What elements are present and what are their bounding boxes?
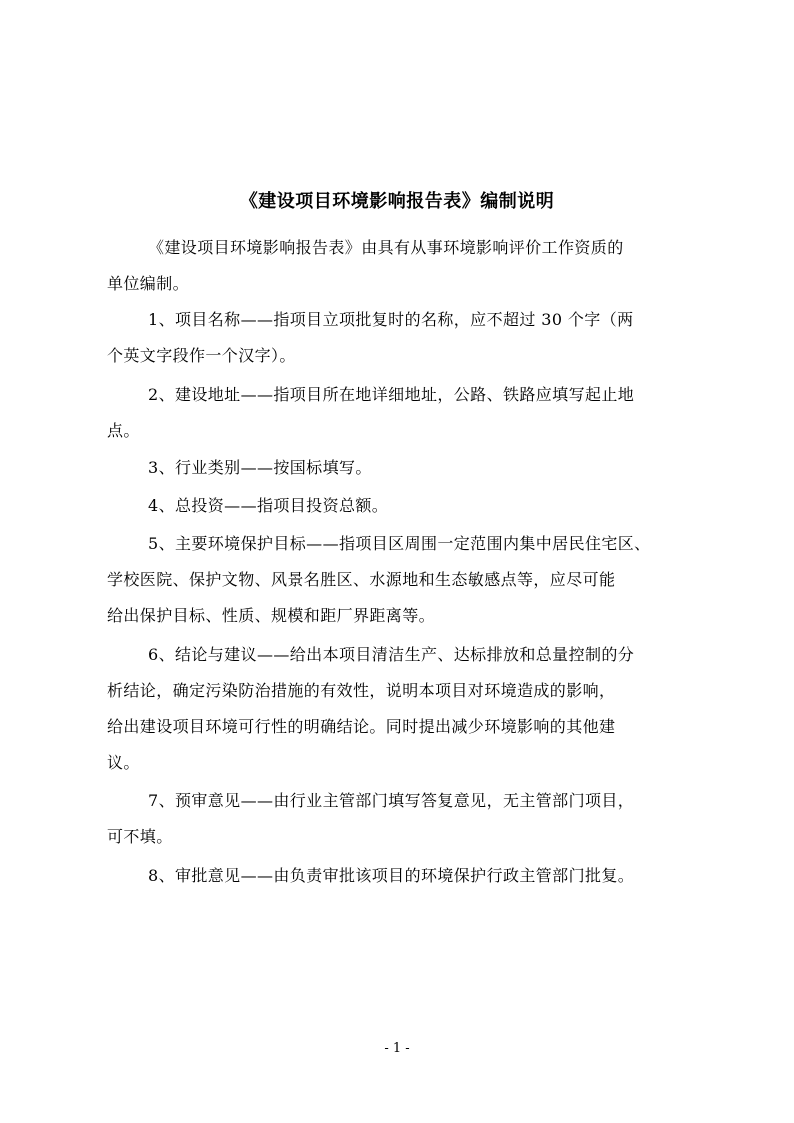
item-5-line-3: 给出保护目标、性质、规模和距厂界距离等。 [107,606,436,625]
item-1-line-1: 1、项目名称——指项目立项批复时的名称，应不超过 30 个字（两 [148,310,634,329]
item-6-line-1: 6、结论与建议——给出本项目清洁生产、达标排放和总量控制的分 [148,645,635,664]
intro-line-1: 《建设项目环境影响报告表》由具有从事环境影响评价工作资质的 [148,238,624,257]
page-number: - 1 - [384,1041,410,1056]
item-2-line-2: 点。 [107,421,140,440]
item-8-line-1: 8、审批意见——由负责审批该项目的环境保护行政主管部门批复。 [148,866,635,885]
item-6-line-3: 给出建设项目环境可行性的明确结论。同时提出减少环境影响的其他建 [107,717,616,736]
item-5-line-1: 5、主要环境保护目标——指项目区周围一定范围内集中居民住宅区、 [148,534,651,553]
item-6-line-4: 议。 [107,753,140,772]
item-7-line-1: 7、预审意见——由行业主管部门填写答复意见，无主管部门项目， [148,791,635,810]
item-6-line-2: 析结论，确定污染防治措施的有效性，说明本项目对环境造成的影响， [107,681,616,700]
item-7-line-2: 可不填。 [107,827,173,846]
item-5-line-2: 学校医院、保护文物、风景名胜区、水源地和生态敏感点等，应尽可能 [107,570,616,589]
item-1-line-2: 个英文字段作一个汉字）。 [107,346,296,365]
item-2-line-1: 2、建设地址——指项目所在地详细地址，公路、铁路应填写起止地 [148,385,635,404]
item-4-line-1: 4、总投资——指项目投资总额。 [148,496,389,515]
intro-line-2: 单位编制。 [107,274,190,293]
document-title: 《建设项目环境影响报告表》编制说明 [239,191,555,212]
item-3-line-1: 3、行业类别——按国标填写。 [148,458,372,477]
